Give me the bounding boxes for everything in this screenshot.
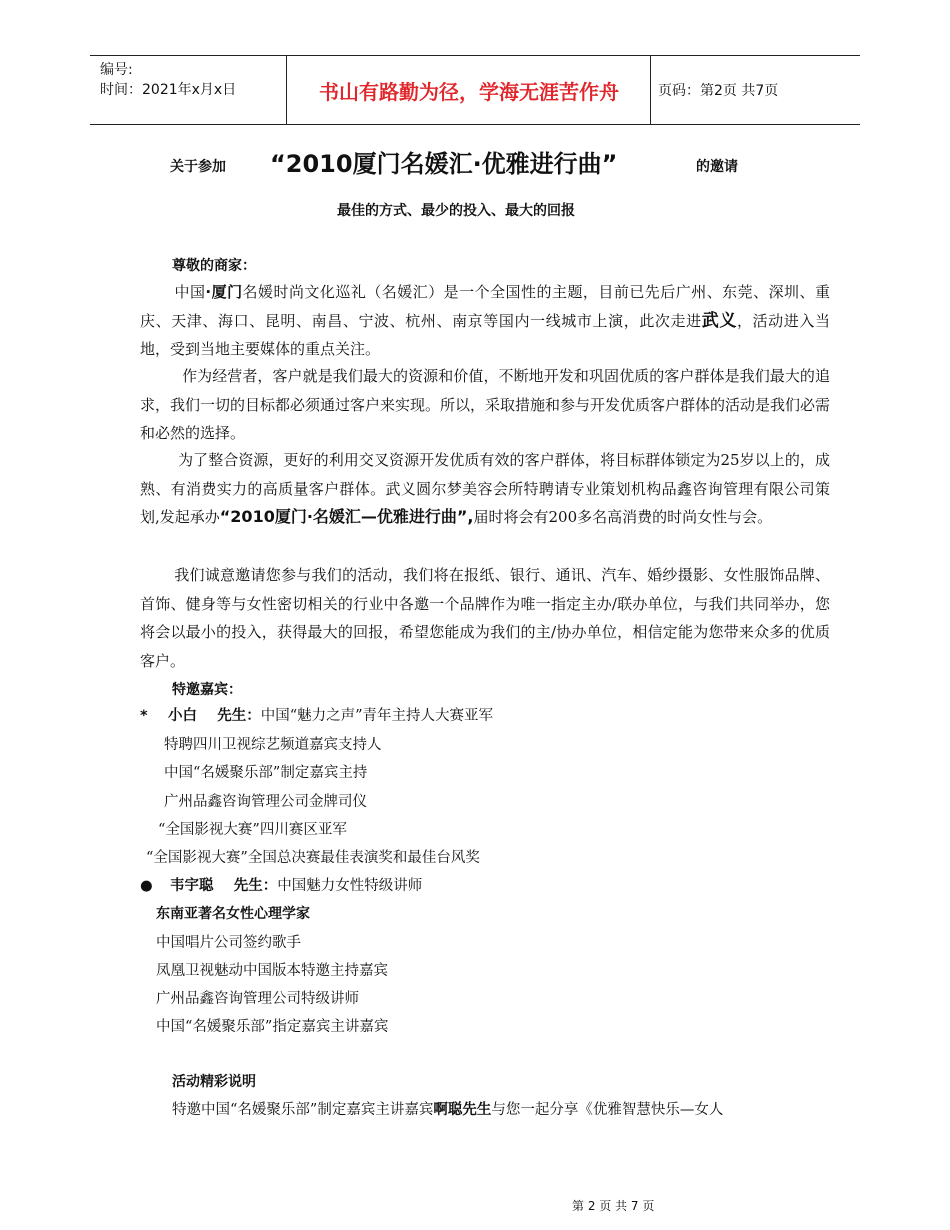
highlights-speaker: 啊聪先生 [433,1102,492,1118]
guest-2-bullet: ● [140,878,153,894]
p3-event-name: “2010厦门·名媛汇—优雅进行曲”, [219,507,474,526]
p3-part-a: 为了整合资源，更好的利用交叉资源开发优质有效的客户群体，将目标群体锁定为25岁以上的，成熟、有消费实力的高质量客户群体。武义圆尔梦美容会所特聘请专业策划机构品鑫咨询管理有限公司策划,发起承办 [140,451,830,526]
subtitle: 最佳的方式、最少的投入、最大的回报 [337,203,575,219]
guest-1-header [140,704,493,725]
title-prefix: 关于参加 [170,159,226,175]
intro-paragraph-2 [140,362,830,448]
p4-text: 我们诚意邀请您参与我们的活动，我们将在报纸、银行、通讯、汽车、婚纱摄影、女性服饰品牌、首饰、健身等与女性密切相关的行业中各邀一个品牌作为唯一指定主办/联办单位，与我们共同举办，您将会以最小的投入，获得最大的回报，希望您能成为我们的主/协办单位，相信定能为您带来众多的优质客户。 [140,566,830,670]
header-divider-right [650,56,651,124]
intro-paragraph-1 [140,278,830,364]
invitation-title [170,140,790,184]
guest-2-line: 中国“名媛聚乐部”指定嘉宾主讲嘉宾 [156,1019,389,1035]
document-header [90,55,860,125]
header-page-info: 页码：第2页 共7页 [658,83,779,99]
guest-2-first-line: 中国魅力女性特级讲师 [277,878,423,894]
guest-2-header [140,874,422,895]
title-suffix: 的邀请 [696,159,738,175]
header-motto: 书山有路勤为径，学海无涯苦作舟 [319,79,619,104]
p1-city: ·厦门 [205,283,243,301]
guest-1-line: 广州品鑫咨询管理公司金牌司仪 [164,794,367,810]
intro-paragraph-3 [140,446,830,532]
guest-2-name: 韦宇聪 先生： [170,878,278,894]
p2-text: 作为经营者，客户就是我们最大的资源和价值，不断地开发和巩固优质的客户群体是我们最大的追求，我们一切的目标都必须通过客户来实现。所以，采取措施和参与开发优质客户群体的活动是我们必需和必然的选择。 [140,367,831,442]
highlights-part-a: 特邀中国“名媛聚乐部”制定嘉宾主讲嘉宾 [172,1102,434,1118]
greeting: 尊敬的商家： [172,258,256,274]
p1-location: 武义 [701,310,737,331]
intro-paragraph-4 [140,561,830,675]
header-divider-left [286,56,287,124]
header-time-label: 时间：2021年x月x日 [100,82,237,98]
highlights-part-c: 与您一起分享《优雅智慧快乐—女人 [491,1102,724,1118]
guest-2-line: 凤凰卫视魅动中国版本特邀主持嘉宾 [156,963,388,979]
highlights-text [172,1098,723,1119]
guest-1-line: 中国“名媛聚乐部”制定嘉宾主持 [164,765,368,781]
guest-1-name: 小白 先生： [168,708,261,724]
p1-part-e: ，活动进入当地，受到当地主要媒体的重点关注。 [140,311,830,358]
guest-2-line: 广州品鑫咨询管理公司特级讲师 [156,991,359,1007]
header-meta [100,60,236,100]
guest-1-line: “全国影视大赛”全国总决赛最佳表演奖和最佳台风奖 [146,850,480,866]
header-number-label: 编号: [100,62,133,78]
page-footer: 第 2 页 共 7 页 [572,1199,655,1213]
guests-heading: 特邀嘉宾： [172,682,242,698]
guest-1-line: “全国影视大赛”四川赛区亚军 [158,822,347,838]
guest-1-line-0: 中国“魅力之声”青年主持人大赛亚军 [260,708,494,724]
guest-1-bullet: * [140,708,148,724]
guest-1-line: 特聘四川卫视综艺频道嘉宾支持人 [164,737,382,753]
p1-part-a: 中国 [174,283,206,301]
guest-2-bold-line: 东南亚著名女性心理学家 [156,906,310,922]
title-main: “2010厦门名媛汇·优雅进行曲” [270,150,618,178]
p3-part-c: 届时将会有200多名高消费的时尚女性与会。 [473,508,773,526]
highlights-heading: 活动精彩说明 [172,1074,256,1090]
p1-part-c: 名媛时尚文化巡礼（名媛汇）是一个全国性的主题，目前已先后广州、东莞、深圳、重庆、天津、海口、昆明、南昌、宁波、杭州、南京等国内一线城市上演，此次走进 [140,283,830,330]
guest-2-line: 中国唱片公司签约歌手 [156,935,301,951]
